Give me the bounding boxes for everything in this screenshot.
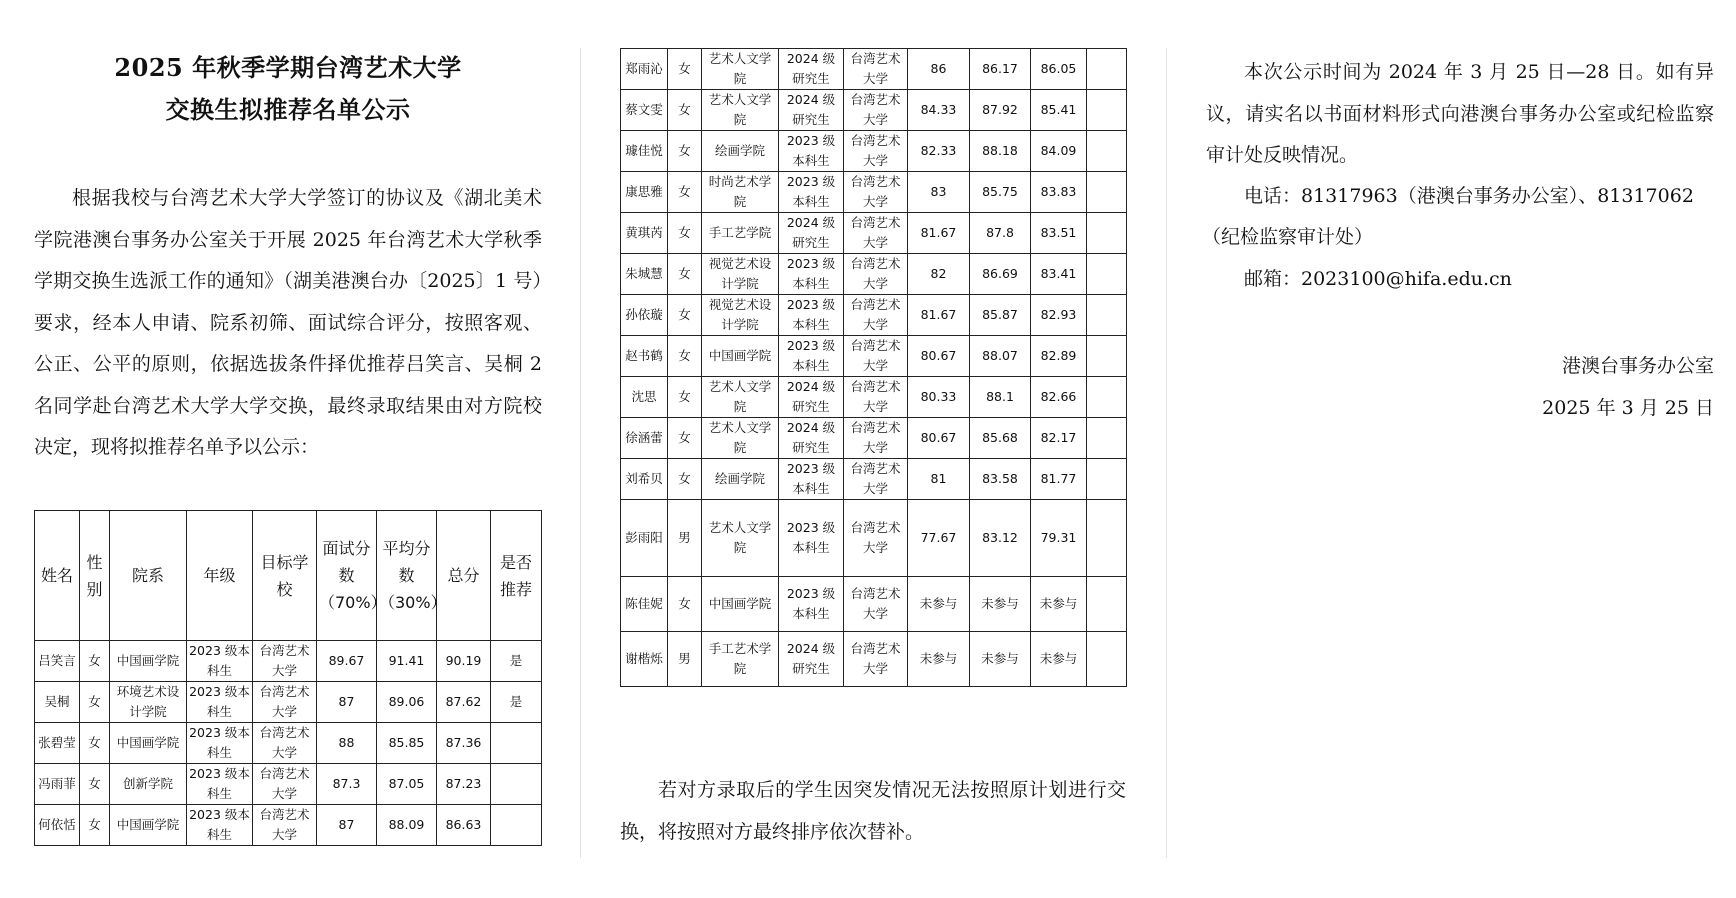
cell-dept: 艺术人文学院 [702,377,779,418]
cell-interview-score: 89.67 [317,641,377,682]
cell-name: 孙依璇 [621,295,668,336]
cell-school: 台湾艺术大学 [844,577,908,632]
table-row [621,459,1127,500]
cell-school: 台湾艺术大学 [844,213,908,254]
header-total-score: 总分 [437,511,491,641]
cell-total-score: 81.77 [1031,459,1087,500]
cell-school: 台湾艺术大学 [844,459,908,500]
cell-name: 何依恬 [35,805,80,846]
cell-recommended: 是 [491,641,542,682]
cell-dept: 艺术人文学院 [702,500,779,577]
cell-dept: 中国画学院 [702,336,779,377]
table-row [621,336,1127,377]
cell-total-score: 86.63 [437,805,491,846]
table-row [35,641,542,682]
cell-school: 台湾艺术大学 [844,49,908,90]
cell-dept: 创新学院 [110,764,187,805]
cell-gender: 女 [668,90,702,131]
cell-name: 谢楷烁 [621,632,668,687]
cell-name: 吕笑言 [35,641,80,682]
table-row [621,90,1127,131]
cell-interview-score: 82.33 [908,131,970,172]
cell-dept: 中国画学院 [110,641,187,682]
cell-gender: 男 [668,632,702,687]
cell-grade: 2023 级本科生 [779,459,844,500]
header-average-score: 平均分数（30%） [377,511,437,641]
cell-interview-score: 81 [908,459,970,500]
header-name: 姓名 [35,511,80,641]
cell-total-score: 未参与 [1031,577,1087,632]
cell-gender: 女 [668,254,702,295]
cell-total-score: 79.31 [1031,500,1087,577]
table-body-part2 [621,49,1127,687]
cell-school: 台湾艺术大学 [844,254,908,295]
cell-average-score: 87.92 [970,90,1031,131]
cell-dept: 绘画学院 [702,459,779,500]
intro-paragraph: 根据我校与台湾艺术大学大学签订的协议及《湖北美术学院港澳台事务办公室关于开展 2025 年台湾艺术大学秋季学期交换生选派工作的通知》（湖美港澳台办〔2025〕1 号）要求，经本人申请、院系初筛、面试综合评分，按照客观、公正、公平的原则，依据选拔条件择优推荐吕笑言、吴桐 2 名同学赴台湾艺术大学大学交换，最终录取结果由对方院校决定，现将拟推荐名单予以公示： [34,187,542,458]
cell-dept: 视觉艺术设计学院 [702,295,779,336]
header-grade: 年级 [187,511,253,641]
cell-gender: 男 [668,500,702,577]
cell-name: 璩佳悦 [621,131,668,172]
cell-school: 台湾艺术大学 [253,764,317,805]
cell-dept: 艺术人文学院 [702,418,779,459]
cell-grade: 2023 级本科生 [779,131,844,172]
cell-grade: 2023 级本科生 [779,500,844,577]
cell-name: 吴桐 [35,682,80,723]
cell-school: 台湾艺术大学 [844,90,908,131]
cell-gender: 女 [668,172,702,213]
cell-dept: 时尚艺术学院 [702,172,779,213]
contact-phone: 电话：81317963（港澳台事务办公室）、81317062 [1244,185,1694,207]
cell-gender: 女 [80,723,110,764]
cell-recommended [491,805,542,846]
cell-total-score: 82.93 [1031,295,1087,336]
cell-grade: 2024 级研究生 [779,90,844,131]
cell-total-score: 87.36 [437,723,491,764]
table-header-row [35,511,542,641]
cell-interview-score: 未参与 [908,577,970,632]
cell-total-score: 87.23 [437,764,491,805]
cell-average-score: 85.68 [970,418,1031,459]
cell-grade: 2023 级本科生 [779,254,844,295]
cell-name: 康思雅 [621,172,668,213]
cell-average-score: 85.75 [970,172,1031,213]
cell-average-score: 88.18 [970,131,1031,172]
cell-recommended [1087,500,1127,577]
cell-average-score: 未参与 [970,577,1031,632]
cell-school: 台湾艺术大学 [844,172,908,213]
cell-gender: 女 [668,49,702,90]
cell-average-score: 89.06 [377,682,437,723]
notice-period-paragraph: 本次公示时间为 2024 年 3 月 25 日—28 日。如有异议，请实名以书面材料形式向港澳台事务办公室或纪检监察审计处反映情况。 [1206,61,1714,166]
cell-dept: 艺术人文学院 [702,49,779,90]
cell-school: 台湾艺术大学 [253,805,317,846]
cell-grade: 2023 级本科生 [187,641,253,682]
cell-interview-score: 81.67 [908,213,970,254]
cell-gender: 女 [80,641,110,682]
cell-recommended [1087,377,1127,418]
table-row [621,213,1127,254]
cell-school: 台湾艺术大学 [844,632,908,687]
cell-average-score: 85.85 [377,723,437,764]
cell-grade: 2023 级本科生 [187,805,253,846]
cell-average-score: 83.12 [970,500,1031,577]
cell-gender: 女 [80,805,110,846]
left-column [34,0,542,898]
cell-dept: 艺术人文学院 [702,90,779,131]
cell-recommended [1087,131,1127,172]
cell-recommended [1087,459,1127,500]
table-row [35,723,542,764]
cell-name: 郑雨沁 [621,49,668,90]
cell-recommended: 是 [491,682,542,723]
cell-interview-score: 83 [908,172,970,213]
cell-dept: 中国画学院 [702,577,779,632]
signature-office: 港澳台事务办公室 [1561,355,1714,377]
cell-average-score: 88.1 [970,377,1031,418]
cell-recommended [1087,336,1127,377]
cell-school: 台湾艺术大学 [253,723,317,764]
cell-total-score: 未参与 [1031,632,1087,687]
cell-average-score: 86.17 [970,49,1031,90]
cell-school: 台湾艺术大学 [844,336,908,377]
cell-recommended [1087,213,1127,254]
page-title-line2: 交换生拟推荐名单公示 [165,95,411,124]
signature-date: 2025 年 3 月 25 日 [1542,397,1714,419]
cell-school: 台湾艺术大学 [253,641,317,682]
cell-average-score: 87.8 [970,213,1031,254]
cell-average-score: 91.41 [377,641,437,682]
cell-interview-score: 87 [317,682,377,723]
cell-average-score: 87.05 [377,764,437,805]
cell-interview-score: 80.67 [908,336,970,377]
cell-recommended [1087,172,1127,213]
cell-interview-score: 77.67 [908,500,970,577]
cell-recommended [1087,577,1127,632]
cell-name: 黄琪芮 [621,213,668,254]
cell-recommended [1087,90,1127,131]
cell-total-score: 82.17 [1031,418,1087,459]
cell-recommended [1087,632,1127,687]
table-row [621,577,1127,632]
cell-average-score: 83.58 [970,459,1031,500]
cell-dept: 手工艺术学院 [702,632,779,687]
cell-total-score: 86.05 [1031,49,1087,90]
header-dept: 院系 [110,511,187,641]
candidate-table-part2 [620,48,1127,687]
right-column [1202,0,1714,898]
cell-dept: 手工艺学院 [702,213,779,254]
cell-gender: 女 [668,418,702,459]
cell-gender: 女 [668,459,702,500]
cell-gender: 女 [668,213,702,254]
cell-name: 朱城慧 [621,254,668,295]
cell-grade: 2024 级研究生 [779,49,844,90]
cell-recommended [1087,295,1127,336]
cell-grade: 2023 级本科生 [779,577,844,632]
cell-interview-score: 80.67 [908,418,970,459]
contact-email: 邮箱：2023100@hifa.edu.cn [1244,268,1512,290]
table-row [621,254,1127,295]
cell-total-score: 90.19 [437,641,491,682]
cell-dept: 中国画学院 [110,723,187,764]
cell-total-score: 85.41 [1031,90,1087,131]
cell-total-score: 83.51 [1031,213,1087,254]
contact-phone-note: （纪检监察审计处） [1202,226,1374,248]
cell-dept: 环境艺术设计学院 [110,682,187,723]
table-row [621,500,1127,577]
table-row [621,418,1127,459]
page-title-line1: 2025 年秋季学期台湾艺术大学 [114,53,462,82]
cell-name: 蔡文雯 [621,90,668,131]
cell-gender: 女 [80,764,110,805]
table-row [621,131,1127,172]
cell-interview-score: 87 [317,805,377,846]
cell-interview-score: 82 [908,254,970,295]
cell-name: 冯雨菲 [35,764,80,805]
cell-school: 台湾艺术大学 [253,682,317,723]
table-row [35,682,542,723]
cell-grade: 2024 级研究生 [779,213,844,254]
cell-school: 台湾艺术大学 [844,295,908,336]
table-row [621,632,1127,687]
cell-grade: 2023 级本科生 [187,764,253,805]
table-row [35,805,542,846]
cell-recommended [1087,254,1127,295]
cell-total-score: 82.89 [1031,336,1087,377]
cell-recommended [491,723,542,764]
cell-gender: 女 [668,336,702,377]
cell-grade: 2023 级本科生 [779,295,844,336]
cell-average-score: 88.07 [970,336,1031,377]
cell-school: 台湾艺术大学 [844,377,908,418]
cell-name: 徐涵蕾 [621,418,668,459]
cell-school: 台湾艺术大学 [844,131,908,172]
cell-name: 陈佳妮 [621,577,668,632]
cell-gender: 女 [80,682,110,723]
cell-average-score: 未参与 [970,632,1031,687]
cell-gender: 女 [668,577,702,632]
cell-recommended [491,764,542,805]
cell-name: 张碧莹 [35,723,80,764]
cell-recommended [1087,49,1127,90]
header-school: 目标学校 [253,511,317,641]
cell-dept: 视觉艺术设计学院 [702,254,779,295]
cell-interview-score: 88 [317,723,377,764]
cell-total-score: 83.41 [1031,254,1087,295]
cell-interview-score: 87.3 [317,764,377,805]
cell-total-score: 84.09 [1031,131,1087,172]
column-divider [1166,48,1167,858]
replacement-note: 若对方录取后的学生因突发情况无法按照原计划进行交换，将按照对方最终排序依次替补。 [620,779,1126,843]
cell-grade: 2024 级研究生 [779,418,844,459]
cell-grade: 2024 级研究生 [779,632,844,687]
cell-interview-score: 84.33 [908,90,970,131]
cell-name: 彭雨阳 [621,500,668,577]
cell-interview-score: 86 [908,49,970,90]
cell-total-score: 87.62 [437,682,491,723]
cell-name: 沈思 [621,377,668,418]
cell-interview-score: 81.67 [908,295,970,336]
cell-grade: 2023 级本科生 [187,682,253,723]
cell-average-score: 86.69 [970,254,1031,295]
cell-gender: 女 [668,295,702,336]
column-divider [580,48,581,858]
table-row [621,295,1127,336]
candidate-table-part1 [34,510,542,846]
cell-gender: 女 [668,377,702,418]
cell-average-score: 85.87 [970,295,1031,336]
cell-dept: 绘画学院 [702,131,779,172]
cell-grade: 2023 级本科生 [187,723,253,764]
cell-gender: 女 [668,131,702,172]
cell-interview-score: 80.33 [908,377,970,418]
cell-name: 赵书鹤 [621,336,668,377]
cell-school: 台湾艺术大学 [844,500,908,577]
header-gender: 性别 [80,511,110,641]
table-row [621,377,1127,418]
table-row [35,764,542,805]
header-recommended: 是否推荐 [491,511,542,641]
cell-total-score: 82.66 [1031,377,1087,418]
cell-grade: 2024 级研究生 [779,377,844,418]
cell-interview-score: 未参与 [908,632,970,687]
cell-grade: 2023 级本科生 [779,172,844,213]
cell-grade: 2023 级本科生 [779,336,844,377]
cell-recommended [1087,418,1127,459]
table-body-part1 [35,641,542,846]
cell-total-score: 83.83 [1031,172,1087,213]
cell-school: 台湾艺术大学 [844,418,908,459]
cell-dept: 中国画学院 [110,805,187,846]
table-row [621,49,1127,90]
header-interview-score: 面试分数（70%） [317,511,377,641]
cell-average-score: 88.09 [377,805,437,846]
cell-name: 刘希贝 [621,459,668,500]
table-row [621,172,1127,213]
